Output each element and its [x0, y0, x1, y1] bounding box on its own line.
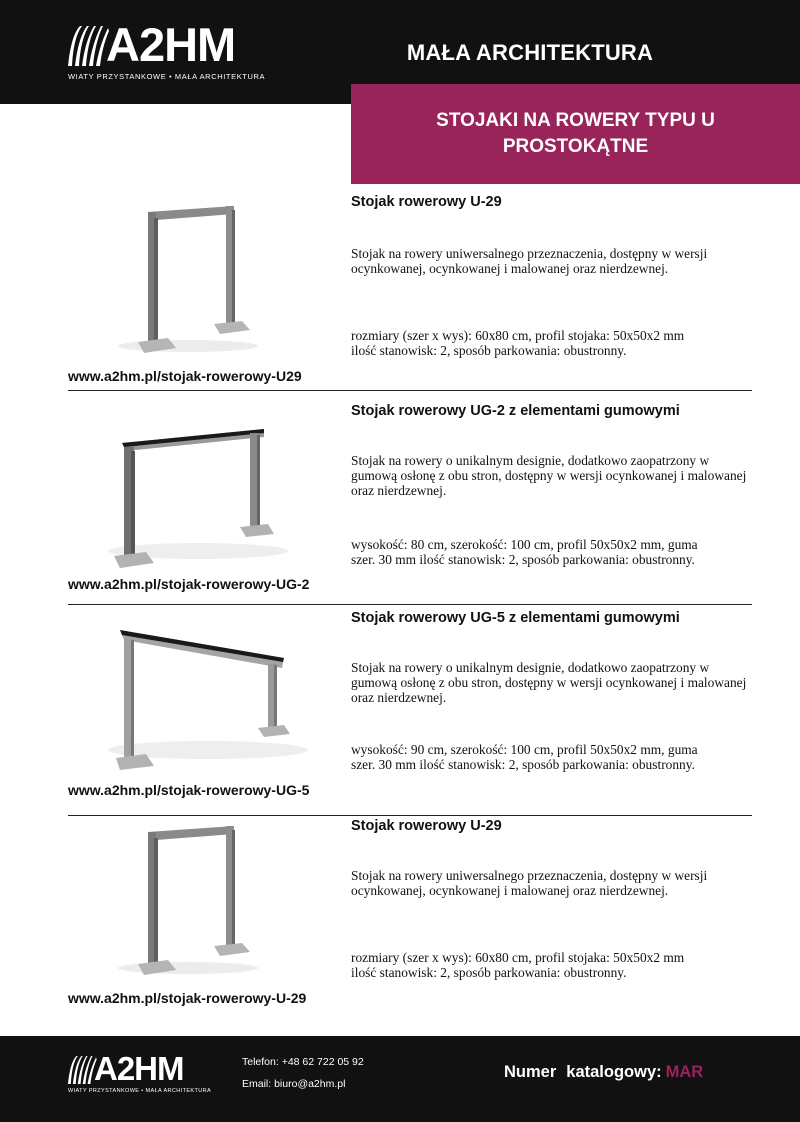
product-name: Stojak rowerowy UG-2 z elementami gumowymi [351, 403, 680, 419]
product-name: Stojak rowerowy UG-5 z elementami gumowymi [351, 610, 680, 626]
product-spec-2: ilość stanowisk: 2, sposób parkowania: obustronny. [351, 343, 627, 358]
page-title: STOJAKI NA ROWERY TYPU U PROSTOKĄTNE [436, 110, 715, 157]
catalog-number [504, 1063, 703, 1082]
divider [68, 390, 752, 391]
footer-bar [0, 1036, 800, 1122]
product-name: Stojak rowerowy U-29 [351, 194, 502, 210]
catalog-label-1: Numer [504, 1063, 557, 1081]
page-title-box [351, 84, 800, 184]
product-spec-1: rozmiary (szer x wys): 60x80 cm, profil stojaka: 50x50x2 mm [351, 950, 685, 965]
product-link[interactable]: www.a2hm.pl/stojak-rowerowy-UG-2 [68, 576, 310, 592]
product-spec-2: ilość stanowisk: 2, sposób parkowania: obustronny. [351, 965, 627, 980]
catalog-code: MAR [665, 1063, 704, 1081]
footer-logo-tagline: WIATY PRZYSTANKOWE • MAŁA ARCHITEKTURA [68, 1088, 212, 1094]
phone-number[interactable]: Telefon: +48 62 722 05 92 [242, 1056, 364, 1068]
brand-logo[interactable] [66, 18, 272, 86]
product-link[interactable]: www.a2hm.pl/stojak-rowerowy-U-29 [68, 990, 307, 1006]
product-spec-2: szer. 30 mm ilość stanowisk: 2, sposób parkowania: obustronny. [351, 552, 695, 567]
divider [68, 815, 752, 816]
footer-logo-wordmark: A2HM [94, 1050, 184, 1087]
email-address[interactable]: Email: biuro@a2hm.pl [242, 1078, 346, 1090]
product-spec-1: wysokość: 80 cm, szerokość: 100 cm, profil 50x50x2 mm, guma [351, 537, 698, 552]
divider [68, 604, 752, 605]
product-spec-2: szer. 30 mm ilość stanowisk: 2, sposób parkowania: obustronny. [351, 757, 695, 772]
logo-tagline: WIATY PRZYSTANKOWE • MAŁA ARCHITEKTURA [68, 72, 266, 81]
u-rack-grey-icon [68, 818, 338, 983]
section-name: MAŁA ARCHITEKTURA [406, 40, 654, 65]
product-name: Stojak rowerowy U-29 [351, 818, 502, 834]
catalog-label-2: katalogowy: [566, 1063, 662, 1081]
footer-logo[interactable] [66, 1050, 216, 1098]
u-rack-grey-icon [68, 196, 338, 361]
slanted-rubber-rack-icon [68, 610, 338, 775]
rubber-rack-icon [68, 403, 338, 568]
logo-wordmark: A2HM [106, 18, 236, 71]
product-spec-1: wysokość: 90 cm, szerokość: 100 cm, profil 50x50x2 mm, guma [351, 742, 698, 757]
logo-stripes-icon [66, 26, 110, 66]
product-description: Stojak na rowery o unikalnym designie, dodatkowo zaopatrzony w gumową osłonę z obu stron, dostępny w wersji ocynkowanej i malowanej oraz nierdzewnej. [351, 660, 747, 705]
product-spec-1: rozmiary (szer x wys): 60x80 cm, profil stojaka: 50x50x2 mm [351, 328, 685, 343]
product-link[interactable]: www.a2hm.pl/stojak-rowerowy-U29 [68, 368, 302, 384]
product-description: Stojak na rowery o unikalnym designie, dodatkowo zaopatrzony w gumową osłonę z obu stron, dostępny w wersji ocynkowanej i malowanej oraz nierdzewnej. [351, 453, 747, 498]
product-description: Stojak na rowery uniwersalnego przeznaczenia, dostępny w wersji ocynkowanej, ocynkowanej i malowanej oraz nierdzewnej. [351, 868, 708, 898]
product-description: Stojak na rowery uniwersalnego przeznaczenia, dostępny w wersji ocynkowanej, ocynkowanej i malowanej oraz nierdzewnej. [351, 246, 708, 276]
product-link[interactable]: www.a2hm.pl/stojak-rowerowy-UG-5 [68, 782, 310, 798]
